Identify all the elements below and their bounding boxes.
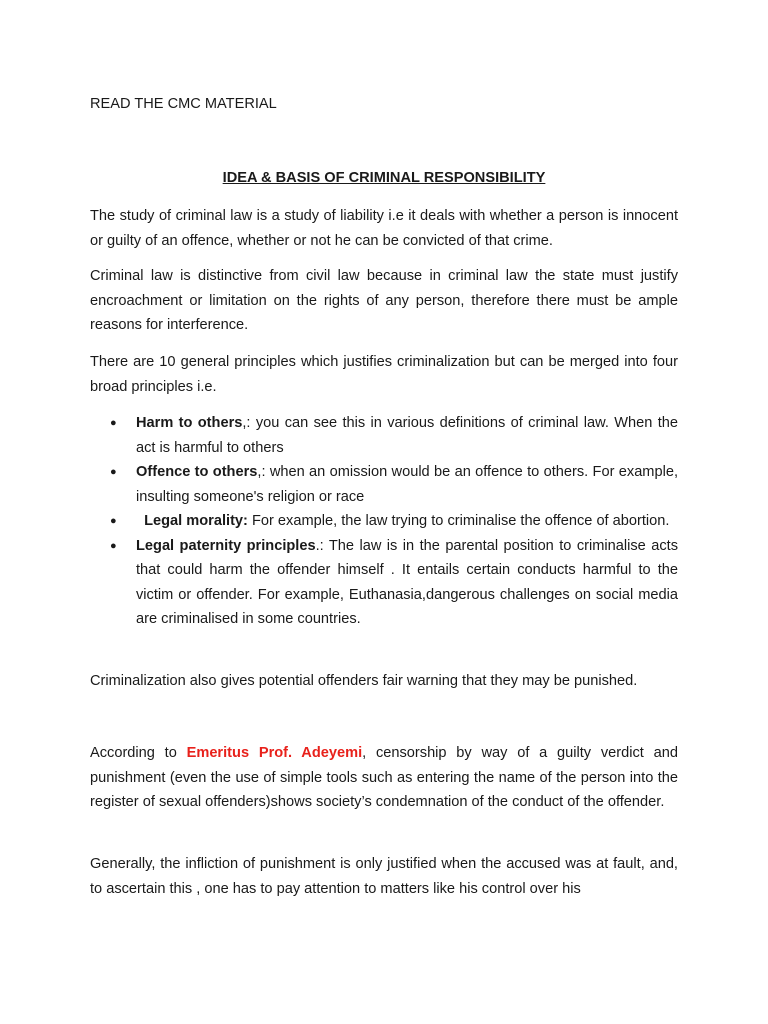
paragraph-adeyemi — [90, 741, 678, 815]
list-item-text: For example, the law trying to criminalise the offence of abortion. — [247, 513, 670, 529]
list-item — [90, 534, 678, 632]
list-item — [90, 509, 678, 534]
list-item-text: ,: when an omission would be an offence to others. For example, insulting someone's religion or race — [136, 464, 678, 505]
list-item-text: ,: you can see this in various definitions of criminal law. When the act is harmful to others — [136, 415, 678, 456]
paragraph-adeyemi-after: , censorship by way of a guilty verdict and punishment (even the use of simple tools such as entering the name of the person into the register of sexual offenders)shows society’s condemnation of the conduct of the offender. — [90, 745, 678, 810]
paragraph-general-principles: There are 10 general principles which justifies criminalization but can be merged into four broad principles i.e. — [90, 354, 678, 395]
paragraph-liability: The study of criminal law is a study of liability i.e it deals with whether a person is innocent or guilty of an offence, whether or not he can be convicted of that crime. — [90, 208, 678, 249]
paragraph-adeyemi-before: According to — [90, 745, 187, 761]
bullet-icon: ● — [110, 466, 117, 478]
principles-list — [90, 411, 678, 632]
paragraph-fair-warning: Criminalization also gives potential offenders fair warning that they may be punished. — [90, 673, 638, 689]
bullet-icon: ● — [110, 515, 117, 527]
paragraph-civil-vs-criminal: Criminal law is distinctive from civil law because in criminal law the state must justify encroachment or limitation on the rights of any person, therefore there must be ample reasons for interference. — [90, 268, 678, 333]
list-item-lead: Legal morality: — [136, 513, 248, 529]
list-item-lead: Harm to others — [136, 415, 243, 431]
document-heading: IDEA & BASIS OF CRIMINAL RESPONSIBILITY — [222, 170, 546, 186]
paragraph-fault: Generally, the infliction of punishment is only justified when the accused was at fault, and, to ascertain this , one has to pay attention to matters like his control over his — [90, 856, 678, 897]
list-item-lead: Offence to others — [136, 464, 258, 480]
list-item — [90, 460, 678, 509]
list-item-lead: Legal paternity principles — [136, 537, 316, 554]
bullet-icon: ● — [110, 417, 117, 429]
list-item — [90, 411, 678, 460]
bullet-icon: ● — [110, 539, 117, 552]
list-item-text: .: The law is in the parental position to criminalise acts that could harm the offender himself . It entails certain conducts harmful to the victim or offender. For example, Euthanasia,dangerous challenges on social media are criminalised in some countries. — [136, 537, 678, 627]
author-highlight: Emeritus Prof. Adeyemi — [186, 745, 363, 761]
intro-line: READ THE CMC MATERIAL — [90, 96, 277, 112]
